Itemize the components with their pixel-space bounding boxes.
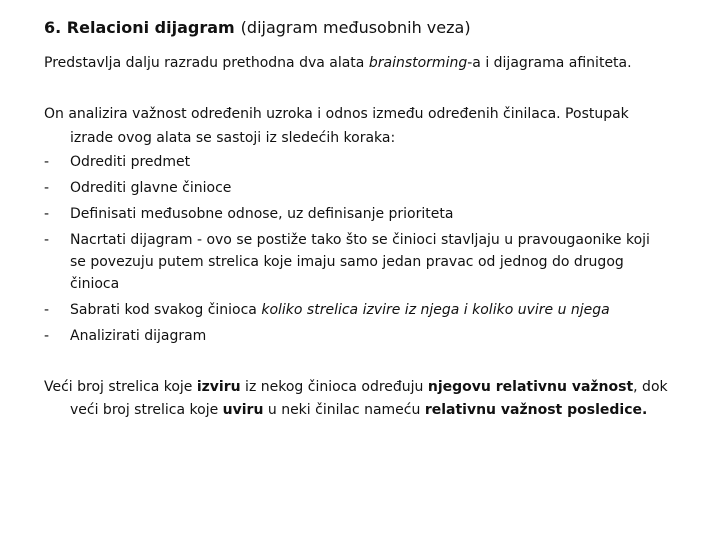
step-4-line3: činioca xyxy=(70,276,120,292)
conclusion-bold-relative-importance: njegovu relativnu važnost xyxy=(427,379,634,395)
step-5 xyxy=(70,300,610,320)
step-5-italic: koliko strelica izvire iz njega i koliko uvire u njega xyxy=(261,302,610,318)
bullet-dash: - xyxy=(44,180,50,196)
step-4-line1: Nacrtati dijagram - ovo se postiže tako što se činioci stavljaju u pravougaonike koji xyxy=(70,232,650,248)
bullet-dash: - xyxy=(44,302,50,318)
step-2: Odrediti glavne činioce xyxy=(70,180,232,196)
conclusion-line1 xyxy=(44,377,668,397)
conclusion-bold-izviru: izviru xyxy=(196,379,241,395)
conclusion-text: veći broj strelica koje xyxy=(70,402,223,418)
step-3: Definisati međusobne odnose, uz definisanje prioriteta xyxy=(70,206,454,222)
bullet-dash: - xyxy=(44,154,50,170)
conclusion-text: iz nekog činioca određuju xyxy=(240,379,428,395)
title-subtitle: (dijagram međusobnih veza) xyxy=(240,18,471,37)
step-6: Analizirati dijagram xyxy=(70,328,207,344)
intro-text-before: Predstavlja dalju razradu prethodna dva alata xyxy=(44,55,369,71)
conclusion-text: Veći broj strelica koje xyxy=(44,379,197,395)
paragraph2-line2: izrade ovog alata se sastoji iz sledećih koraka: xyxy=(70,130,396,146)
bullet-dash: - xyxy=(44,232,50,248)
title-main: 6. Relacioni dijagram xyxy=(44,18,235,37)
bullet-dash: - xyxy=(44,328,50,344)
paragraph2-line1: On analizira važnost određenih uzroka i odnos između određenih činilaca. Postupak xyxy=(44,106,629,122)
bullet-dash: - xyxy=(44,206,50,222)
step-4-line2: se povezuju putem strelica koje imaju samo jedan pravac od jednog do drugog xyxy=(70,254,624,270)
conclusion-bold-uviru: uviru xyxy=(222,402,264,418)
intro-italic-term: brainstorming xyxy=(368,55,468,71)
intro-text-after: -a i dijagrama afiniteta. xyxy=(467,55,632,71)
conclusion-text: , dok xyxy=(633,379,668,395)
intro-paragraph xyxy=(44,55,632,71)
conclusion-text: u neki činilac nameću xyxy=(263,402,425,418)
slide-title xyxy=(44,18,471,37)
conclusion-line2 xyxy=(70,400,647,420)
step-5-text: Sabrati kod svakog činioca xyxy=(70,302,262,318)
conclusion-bold-consequence-importance: relativnu važnost posledice. xyxy=(424,402,648,418)
step-1: Odrediti predmet xyxy=(70,154,191,170)
